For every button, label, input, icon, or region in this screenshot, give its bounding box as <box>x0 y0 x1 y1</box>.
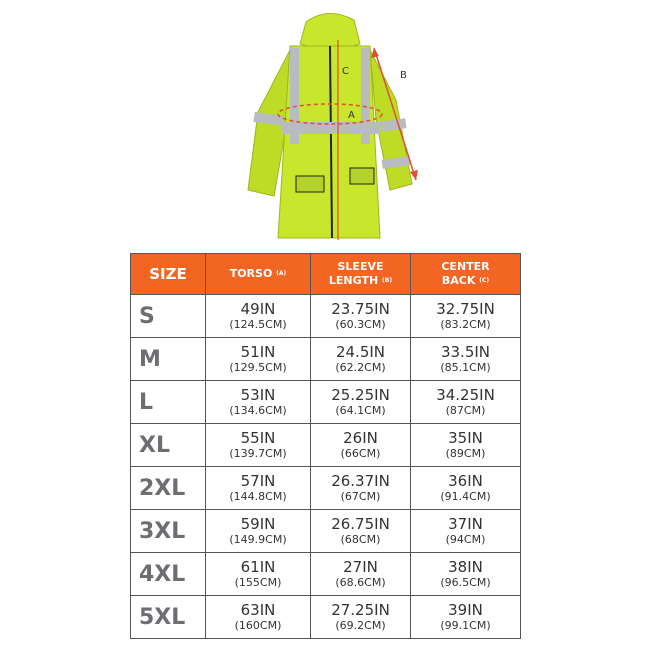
sleeve-cell <box>311 295 411 338</box>
sleeve-in: 26IN <box>343 428 378 447</box>
torso-in: 59IN <box>240 514 276 533</box>
sleeve-in: 27.25IN <box>331 600 390 619</box>
size-chart-table <box>130 253 521 639</box>
measure-label-b: B <box>400 70 407 81</box>
header-center-back <box>411 254 521 295</box>
sleeve-in: 26.37IN <box>331 471 390 490</box>
size-cell: S <box>131 295 206 338</box>
sleeve-cell <box>311 424 411 467</box>
sleeve-cm: (66CM) <box>340 446 381 460</box>
back-in: 39IN <box>448 600 483 619</box>
size-cell: 5XL <box>131 596 206 639</box>
size-cell: 4XL <box>131 553 206 596</box>
table-row <box>131 338 521 381</box>
reflective-band-torso <box>282 122 380 134</box>
back-cm: (96.5CM) <box>440 575 491 589</box>
back-cell <box>411 510 521 553</box>
back-cm: (83.2CM) <box>440 317 491 331</box>
sleeve-in: 25.25IN <box>331 385 390 404</box>
sleeve-cm: (68CM) <box>340 532 381 546</box>
header-torso-label: TORSO <box>229 267 273 280</box>
sleeve-cell <box>311 553 411 596</box>
size-cell: XL <box>131 424 206 467</box>
torso-cm: (129.5CM) <box>229 360 287 374</box>
header-back-line2: BACK <box>441 274 476 287</box>
back-in: 38IN <box>448 557 483 576</box>
sleeve-cm: (60.3CM) <box>335 317 386 331</box>
torso-in: 57IN <box>240 471 276 490</box>
torso-in: 61IN <box>240 557 276 576</box>
torso-in: 55IN <box>240 428 276 447</box>
size-cell: L <box>131 381 206 424</box>
back-cell <box>411 553 521 596</box>
back-in: 35IN <box>448 428 483 447</box>
torso-cm: (124.5CM) <box>229 317 287 331</box>
back-cell <box>411 467 521 510</box>
back-cm: (89CM) <box>445 446 486 460</box>
table-row <box>131 424 521 467</box>
sleeve-in: 27IN <box>343 557 378 576</box>
torso-cm: (134.6CM) <box>229 403 287 417</box>
torso-cell <box>206 596 311 639</box>
measure-label-a: A <box>348 110 355 121</box>
torso-cell <box>206 338 311 381</box>
sleeve-cm: (68.6CM) <box>335 575 386 589</box>
size-cell: 3XL <box>131 510 206 553</box>
torso-cell <box>206 295 311 338</box>
sleeve-cell <box>311 596 411 639</box>
pocket-right <box>350 168 374 184</box>
sleeve-in: 23.75IN <box>331 299 390 318</box>
torso-cm: (144.8CM) <box>229 489 287 503</box>
sleeve-cell <box>311 467 411 510</box>
back-cm: (87CM) <box>445 403 486 417</box>
header-torso-sub: (A) <box>276 270 287 277</box>
torso-in: 51IN <box>240 342 276 361</box>
size-cell: M <box>131 338 206 381</box>
sleeve-cm: (67CM) <box>340 489 381 503</box>
table-header-row <box>131 254 521 295</box>
sleeve-cm: (69.2CM) <box>335 618 386 632</box>
header-sleeve-length <box>311 254 411 295</box>
header-size-label: SIZE <box>149 265 187 283</box>
header-sleeve-line2: LENGTH <box>328 274 379 287</box>
measure-label-c: C <box>342 66 349 77</box>
back-in: 36IN <box>448 471 483 490</box>
header-back-sub: (C) <box>479 277 490 284</box>
table-row <box>131 381 521 424</box>
table-row <box>131 596 521 639</box>
back-cell <box>411 295 521 338</box>
sleeve-cell <box>311 510 411 553</box>
jacket-hood <box>300 13 360 49</box>
sleeve-cm: (62.2CM) <box>335 360 386 374</box>
table-row <box>131 295 521 338</box>
table-row <box>131 467 521 510</box>
torso-cell <box>206 467 311 510</box>
torso-in: 49IN <box>240 299 276 318</box>
pocket-left <box>296 176 324 192</box>
torso-cm: (160CM) <box>234 618 282 632</box>
size-cell: 2XL <box>131 467 206 510</box>
header-sleeve-sub: (B) <box>382 277 393 284</box>
header-torso <box>206 254 311 295</box>
back-in: 33.5IN <box>440 342 491 361</box>
sleeve-cell <box>311 381 411 424</box>
back-in: 32.75IN <box>436 299 495 318</box>
jacket-illustration <box>230 8 430 248</box>
jacket-diagram <box>230 8 430 248</box>
back-in: 34.25IN <box>436 385 495 404</box>
torso-cell <box>206 553 311 596</box>
torso-cm: (139.7CM) <box>229 446 287 460</box>
table-row <box>131 510 521 553</box>
sleeve-cell <box>311 338 411 381</box>
torso-cm: (155CM) <box>234 575 282 589</box>
sleeve-in: 24.5IN <box>335 342 386 361</box>
header-sleeve-line1: SLEEVE <box>337 260 384 273</box>
sleeve-cm: (64.1CM) <box>335 403 386 417</box>
back-cell <box>411 338 521 381</box>
back-cm: (94CM) <box>445 532 486 546</box>
torso-in: 53IN <box>240 385 276 404</box>
torso-cell <box>206 381 311 424</box>
back-cell <box>411 424 521 467</box>
header-back-line1: CENTER <box>441 260 490 273</box>
back-cm: (91.4CM) <box>440 489 491 503</box>
back-cm: (85.1CM) <box>440 360 491 374</box>
back-cell <box>411 596 521 639</box>
torso-cm: (149.9CM) <box>229 532 287 546</box>
table-row <box>131 553 521 596</box>
torso-cell <box>206 510 311 553</box>
back-cm: (99.1CM) <box>440 618 491 632</box>
torso-in: 63IN <box>240 600 276 619</box>
sleeve-in: 26.75IN <box>331 514 390 533</box>
torso-cell <box>206 424 311 467</box>
header-size <box>131 254 206 295</box>
back-cell <box>411 381 521 424</box>
back-in: 37IN <box>448 514 483 533</box>
